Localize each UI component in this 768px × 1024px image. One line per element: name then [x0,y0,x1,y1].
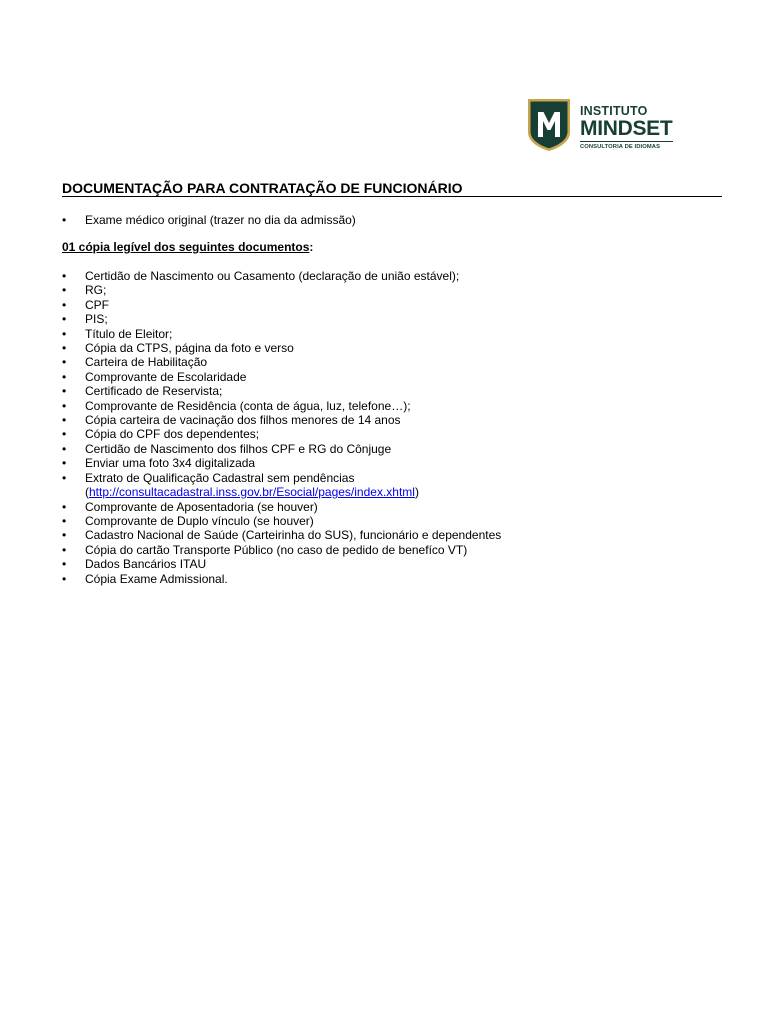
list-item: • Carteira de Habilitação [62,355,501,369]
list-item: • Certidão de Nascimento ou Casamento (declaração de união estável); [62,269,501,283]
list-item: • CPF [62,298,501,312]
list-item: • Comprovante de Aposentadoria (se houver) [62,500,501,514]
link-close-paren: ) [414,485,419,500]
consulta-cadastral-link[interactable]: http://consultacadastral.inss.gov.br/Esocial/pages/index.xhtml [89,485,415,500]
list-item-extrato [62,471,501,500]
list-item: • Cópia Exame Admissional. [62,572,501,586]
list-item: • Cópia carteira de vacinação dos filhos menores de 14 anos [62,413,501,427]
company-logo [527,98,673,152]
list-item: • Cópia do CPF dos dependentes; [62,427,501,441]
list-item: • Comprovante de Escolaridade [62,370,501,384]
document-title: DOCUMENTAÇÃO PARA CONTRATAÇÃO DE FUNCIONÁRIO [62,180,463,196]
list-item: • Comprovante de Residência (conta de água, luz, telefone…); [62,399,501,413]
list-item: • Cópia da CTPS, página da foto e verso [62,341,501,355]
link-open-paren: ( [85,485,89,500]
list-item: • Certidão de Nascimento dos filhos CPF e RG do Cônjuge [62,442,501,456]
copies-subheading [62,240,313,254]
logo-line-mindset: MINDSET [580,117,673,140]
extrato-label: Extrato de Qualificação Cadastral sem pendências [85,470,355,485]
logo-line-consultoria: CONSULTORIA DE IDIOMAS [580,144,661,150]
list-item-exame: • Exame médico original (trazer no dia da admissão) [62,213,356,227]
list-item: • Cadastro Nacional de Saúde (Carteirinha do SUS), funcionário e dependentes [62,528,501,542]
list-item: • Título de Eleitor; [62,327,501,341]
list-item: • Comprovante de Duplo vínculo (se houver) [62,514,501,528]
logo-line-instituto: INSTITUTO [580,104,648,118]
exam-list [62,213,356,227]
logo-divider [580,141,673,142]
list-item: • PIS; [62,312,501,326]
list-item: • RG; [62,283,501,297]
list-item: • Cópia do cartão Transporte Público (no caso de pedido de benefíco VT) [62,543,501,557]
subheading-colon: : [309,240,314,254]
list-item: • Dados Bancários ITAU [62,557,501,571]
title-underline [62,196,722,197]
documents-list [62,269,501,586]
list-item: • Enviar uma foto 3x4 digitalizada [62,456,501,470]
list-item: • Certificado de Reservista; [62,384,501,398]
shield-logo-icon [527,98,571,152]
logo-wordmark [580,105,673,151]
subheading-text: 01 cópia legível dos seguintes documentos [62,240,310,254]
